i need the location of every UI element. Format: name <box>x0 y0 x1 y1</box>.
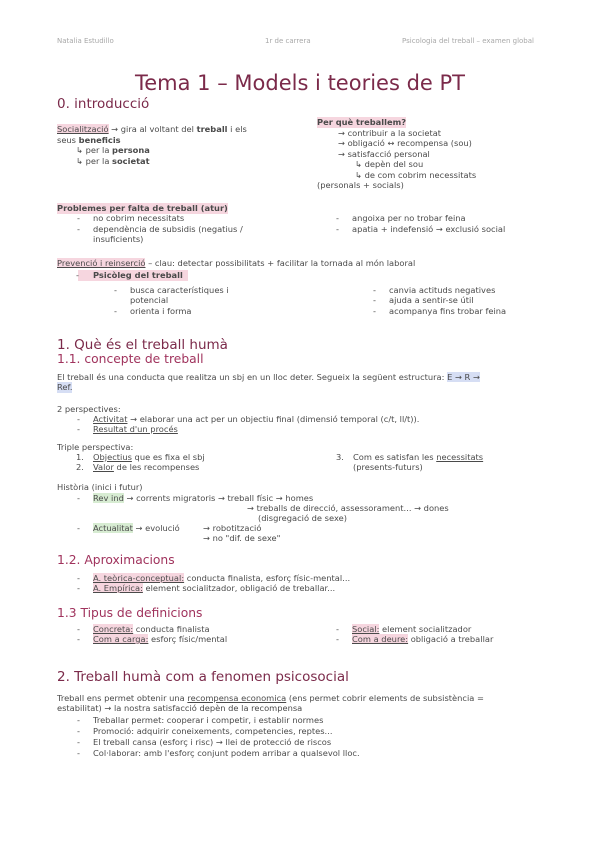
triple-item: Com es satisfan les necessitats <box>353 452 484 462</box>
history-item-cont: → treballs de direcció, assessorament... → dones <box>247 503 449 513</box>
section-2-heading: 2. Treball humà com a fenomen psicosocial <box>57 669 349 685</box>
psychologist-item: - canvia actituds negatives <box>389 285 495 296</box>
soc-sub-persona: ↳ per la persona <box>76 145 150 155</box>
section-1-1-heading: 1.1. concepte de treball <box>57 352 204 366</box>
section-1-3-heading: 1.3 Tipus de definicions <box>57 606 203 620</box>
history-item-cont: → no "dif. de sexe" <box>203 533 281 543</box>
triple-num: 1. <box>76 452 84 462</box>
why-subitem: ↳ de com cobrim necessitats <box>355 170 477 180</box>
problem-item: - angoixa per no trobar feina <box>352 213 466 224</box>
why-item: → satisfacció personal <box>338 149 430 159</box>
why-item: → contribuir a la societat <box>338 128 442 138</box>
header-subject: Psicologia del treball – examen global <box>402 37 534 45</box>
triple-num: 2. <box>76 462 84 472</box>
socialitzacio-line-2: seus beneficis <box>57 135 121 145</box>
history-item-cont: → robotització <box>203 523 262 533</box>
soc-sub-societat: ↳ per la societat <box>76 156 150 166</box>
problem-item: - apatia + indefensió → exclusió social <box>352 224 505 235</box>
problem-item-cont: insuficients) <box>93 234 144 244</box>
history-item: - Rev ind → corrents migratoris → treball físic → homes <box>93 493 313 504</box>
perspective-item: - Activitat → elaborar una act per un objectiu final (dimensió temporal (c/t, ll/t)). <box>93 414 419 425</box>
why-item: → obligació ↔ recompensa (sou) <box>338 138 472 148</box>
definition-type-item: - Com a carga: esforç físic/mental <box>93 634 227 645</box>
triple-item: Valor de les recompenses <box>93 462 200 472</box>
triple-item-cont: (presents-futurs) <box>353 462 423 472</box>
prevention-line: Prevenció i reinserció – clau: detectar possibilitats + facilitar la tornada al món laboral <box>57 258 416 268</box>
psychologist-item: - busca característiques i <box>130 285 229 296</box>
header-author: Natalia Estudillo <box>57 37 114 45</box>
perspective-item: - Resultat d'un procés <box>93 424 178 435</box>
section-0-heading: 0. introducció <box>57 96 150 112</box>
perspectives-title: 2 perspectives: <box>57 404 121 414</box>
definition-type-item: - Social: element socialitzador <box>352 624 471 635</box>
triple-num: 3. <box>336 452 344 462</box>
why-note: (personals + socials) <box>317 180 404 190</box>
history-item: - Actualitat → evolució <box>93 523 180 534</box>
section-2-bullet: - Treballar permet: cooperar i competir, i establir normes <box>93 715 323 726</box>
section-2-bullet: - El treball cansa (esforç i risc) → llei de protecció de riscos <box>93 737 331 748</box>
history-title: Història (inici i futur) <box>57 482 143 492</box>
psychologist-item: - orienta i forma <box>130 306 192 317</box>
psychologist-item-cont: potencial <box>130 295 169 305</box>
section-1-heading: 1. Què és el treball humà <box>57 337 228 353</box>
problem-item: - dependència de subsidis (negatius / <box>93 224 243 235</box>
why-subitem: ↳ depèn del sou <box>355 159 424 169</box>
definition-ref: Ref. <box>57 382 73 392</box>
why-title: Per què treballem? <box>317 117 407 127</box>
section-2-bullet: - Promoció: adquirir coneixements, competencies, reptes... <box>93 726 332 737</box>
approach-item: - A. teòrica-conceptual: conducta finalista, esforç físic-mental... <box>93 573 350 584</box>
problems-title: Problemes per falta de treball (atur) <box>57 203 228 213</box>
section-2-bullet: - Col·laborar: amb l'esforç conjunt podem arribar a qualsevol lloc. <box>93 748 360 759</box>
approach-item: - A. Empírica: element socialitzador, obligació de treballar... <box>93 583 335 594</box>
triple-title: Triple perspectiva: <box>57 442 134 452</box>
page-title: Tema 1 – Models i teories de PT <box>135 71 465 95</box>
section-2-paragraph: Treball ens permet obtenir una recompensa economica (ens permet cobrir elements de subsistència = <box>57 693 484 703</box>
section-1-2-heading: 1.2. Aproximacions <box>57 553 175 567</box>
definition-type-item: - Concreta: conducta finalista <box>93 624 210 635</box>
history-item-cont: (disgregació de sexe) <box>258 513 347 523</box>
triple-item: Objectius que es fixa el sbj <box>93 452 205 462</box>
socialitzacio-line: Socialització → gira al voltant del treball i els <box>57 124 247 134</box>
psychologist-item: - ajuda a sentir-se útil <box>389 295 474 306</box>
section-2-paragraph-cont: estabilitat) → la nostra satisfacció depèn de la recompensa <box>57 703 303 713</box>
header-course: 1r de carrera <box>265 37 311 45</box>
psychologist-item: - acompanya fins trobar feina <box>389 306 506 317</box>
problem-item: - no cobrim necessitats <box>93 213 184 224</box>
definition-line: El treball és una conducta que realitza un sbj en un lloc deter. Segueix la següent estructura: E → R → <box>57 372 480 382</box>
psychologist-title-band: - Psicòleg del treball <box>78 270 188 281</box>
definition-type-item: - Com a deure: obligació a treballar <box>352 634 493 645</box>
